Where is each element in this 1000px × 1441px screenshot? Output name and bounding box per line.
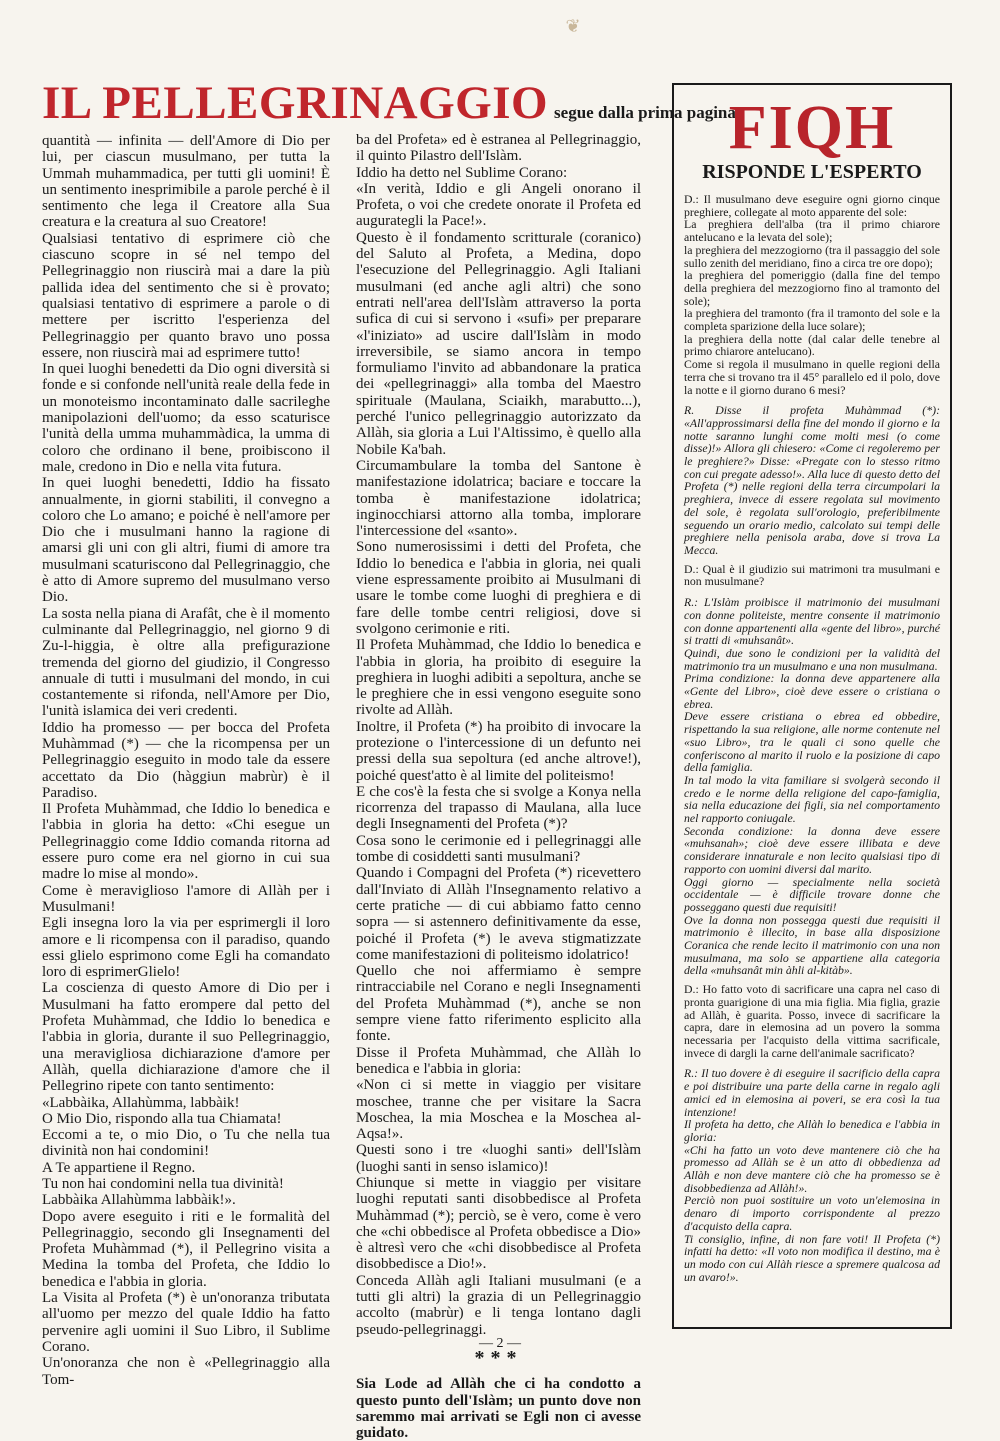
fiqh-paragraph: la preghiera del pomeriggio (dalla fine del tempo della preghiera del mezzogiorno fino al tramonto del sole);	[684, 268, 940, 308]
fiqh-answer: Seconda condizione: la donna deve essere «muhsanah»; cioè deve essere illibata e deve considerare innaturale e non lecito qualsiasi tipo di rapporto con uomini diversi dal marito.	[684, 823, 940, 876]
paragraph: O Mio Dio, rispondo alla tua Chiamata!	[42, 1110, 282, 1127]
fiqh-answer: Deve essere cristiana o ebrea ed obbedire, rispettando la sua religione, alle norme contenute nel «suo Libro», tra le quali ci sono quelle che conferiscono al marito il ruolo e la posizione di capo della famiglia.	[684, 709, 940, 775]
paragraph: E che cos'è la festa che si svolge a Konya nella ricorrenza del trapasso di Maulana, alla luce degli Insegnamenti del Profeta (*)?	[356, 783, 641, 833]
paragraph: Labbàika Allahùmma labbàik!».	[42, 1192, 236, 1209]
fiqh-answer: R.: L'Islàm proibisce il matrimonio dei musulmani con donne politeiste, mentre consente il matrimonio con donne appartenenti alla «gente del libro», purché si tratti di «muhsanât».	[684, 595, 940, 648]
fiqh-answer: Prima condizione: la donna deve appartenere alla «Gente del Libro», cioè deve essere o cristiana o ebrea.	[684, 671, 940, 711]
paragraph: Tu non hai condomini nella tua divinità!	[42, 1176, 284, 1192]
article-column-2	[356, 132, 641, 1441]
paragraph: Il Profeta Muhàmmad, che Iddio lo benedica e l'abbia in gloria, ha proibito di eseguire la preghiera in luoghi adibiti a sepoltura, anche se le preghiere che in essi vengono eseguite sono rivolte ad Allàh.	[356, 637, 641, 719]
fiqh-answer: Oggi giorno — specialmente nella società occidentale — è difficile trovare donne che posseggano questi due requisiti!	[684, 874, 940, 914]
headline-title: IL PELLEGRINAGGIO	[42, 77, 549, 129]
fiqh-paragraph: la preghiera del mezzogiorno (tra il passaggio del sole sullo zenith del meridiano, fino a circa tre ore dopo);	[684, 242, 940, 270]
section-separator: ***	[474, 1346, 523, 1369]
paragraph: Come è meraviglioso l'amore di Allàh per i Musulmani!	[42, 882, 330, 915]
fiqh-paragraph: la preghiera della notte (dal calar delle tenebre al primo chiarore antelucano).	[684, 331, 940, 359]
fiqh-question: D.: Qual è il giudizio sui matrimoni tra musulmani e non musulmane?	[684, 561, 940, 589]
fiqh-answer: Quindi, due sono le condizioni per la validità del matrimonio tra un musulmano e una non musulmana.	[684, 645, 940, 673]
fiqh-question: D.: Ho fatto voto di sacrificare una capra nel caso di pronta guarigione di una mia figlia. Mia figlia, grazie ad Allàh, è guarita. Posso, invece di sacrificare la capra, dare in elemosina ad un povero la somma necessaria per l'acquisto della vittima sacrificale, invece di dargli la carne dell'animale sacrificato?	[684, 982, 940, 1060]
paragraph: Quello che noi affermiamo è sempre rintracciabile nel Corano e negli Insegnamenti del Profeta Muhàmmad (*), anche se non sempre viene fatto riferimento esplicito alla fonte.	[356, 963, 641, 1045]
paragraph: Inoltre, il Profeta (*) ha proibito di invocare la protezione o l'intercessione di un defunto nei pressi della sua sepoltura (ed anche altrove!), poiché quest'atto è al limite del politeismo!	[356, 718, 641, 784]
paragraph: La Visita al Profeta (*) è un'onoranza tributata all'uomo per mezzo del quale Iddio ha fatto pervenire agli uomini il Suo Libro, il Sublime Corano.	[42, 1290, 330, 1355]
paragraph: La coscienza di questo Amore di Dio per i Musulmani ha fatto erompere dal petto del Profeta Muhàmmad, che Iddio lo benedica e l'abbia in gloria, durante il suo Pellegrinaggio, una meravigliosa dichiarazione d'amore per Allàh, quella dichiarazione d'amore che il Pellegrino ripete con tanto sentimento:	[42, 980, 330, 1095]
closing-statement: Sia Lode ad Allàh che ci ha condotto a questo punto dell'Islàm; un punto dove non saremmo mai arrivati se Egli non ci avesse guidato.	[356, 1376, 641, 1441]
paragraph: Conceda Allàh agli Italiani musulmani (e a tutti gli altri) la grazia di un Pellegrinaggio accolto (mabrùr) e li tenga lontano dagli pseudo-pellegrinaggi.	[356, 1272, 641, 1338]
paragraph: In quei luoghi benedetti da Dio ogni diversità si fonde e si confonde nell'unità reale della fede in un monoteismo incontaminato dalle sacrileghe manipolazioni dell'uomo; da esso scaturisce l'unità della umma muhammàdica, la umma di coloro che ordinano il bene, proibiscono il male, credono in Dio e nella vita futura.	[42, 361, 330, 475]
paragraph: Il Profeta Muhàmmad, che Iddio lo benedica e l'abbia in gloria ha detto: «Chi esegue un Pellegrinaggio come Iddio comanda ritorna ad essere puro come era nel giorno in cui sua madre lo mise al mondo».	[42, 801, 330, 883]
paragraph: ba del Profeta» ed è estranea al Pellegrinaggio, il quinto Pilastro dell'Islàm.	[356, 132, 641, 165]
fiqh-paragraph: la preghiera del tramonto (fra il tramonto del sole e la completa sparizione della luce solare);	[684, 306, 940, 334]
paragraph: Iddio ha detto nel Sublime Corano:	[356, 164, 568, 181]
paragraph: Questi sono i tre «luoghi santi» dell'Islàm (luoghi santi in senso islamico)!	[356, 1142, 641, 1175]
paragraph: Questo è il fondamento scritturale (coranico) del Saluto al Profeta, a Medina, dopo l'esecuzione del Pellegrinaggio. Agli Italiani musulmani (ed anche agli altri) che sono entrati nell'area dell'Islàm attraverso la porta sufica di cui si servono i «sufi» per preparare «l'iniziato» ad uscire dall'Islàm in modo irreversibile, se siamo ancora in tempo formuliamo l'invito ad abbandonare la pratica dei «pellegrinaggi» alla tomba del Maestro spirituale (Maulana, Sciaikh, marabutto...), perché l'unico pellegrinaggio autorizzato da Allàh, sia gloria a Lui l'Altissimo, è quello alla Nobile Ka'bah.	[356, 229, 641, 458]
paragraph: A Te appartiene il Regno.	[42, 1159, 196, 1176]
fiqh-sidebar	[672, 83, 952, 1329]
headline-subtitle: segue dalla prima pagina	[554, 103, 736, 122]
paragraph: La sosta nella piana di Arafât, che è il momento culminante dal Pellegrinaggio, nel giorno 9 di Zu-l-higgia, è oltre alla prefigurazione tremenda del giorno del giudizio, il Congresso annuale di tutti i musulmani del mondo, in cui costantemente si rifonda, nell'Amore per Dio, l'unità islamica dei veri credenti.	[42, 605, 330, 720]
article-column-1	[42, 133, 330, 1388]
fiqh-answer: R.: Il tuo dovere è di eseguire il sacrificio della capra e poi distribuire una parte della carne in regalo agli amici ed in elemosina ai poveri, se era così la tua intenzione!	[684, 1066, 940, 1119]
paragraph: quantità — infinita — dell'Amore di Dio per lui, per ciascun musulmano, per tutta la Ummah muhammadica, per tutti gli uomini! È un sentimento inesprimibile a parole perché è il sentimento che lega il Creatore alla Sua creatura e la creatura al suo Creatore!	[42, 133, 330, 231]
fiqh-answer: Ti consiglio, infine, di non fare voti! Il Profeta (*) infatti ha detto: «Il voto non modifica il destino, ma è un modo con cui Allàh riesce a spremere qualcosa ad un avaro!».	[684, 1231, 940, 1284]
decorative-mark-icon: ❦	[565, 16, 581, 36]
fiqh-paragraph: La preghiera dell'alba (tra il primo chiarore antelucano e la levata del sole);	[684, 217, 940, 245]
fiqh-answer: «Chi ha fatto un voto deve mantenere ciò che ha promesso ad Allàh se è un atto di obbedienza ad Allàh e non deve mantere ciò che ha promesso se è disobbedienza ad Allàh!».	[684, 1142, 940, 1195]
headline	[42, 76, 736, 129]
paragraph: Chiunque si mette in viaggio per visitare luoghi reputati santi disobbedisce al Profeta Muhàmmad (*); perciò, se è vero, come è vero che «chi obbedisce al Profeta obbedisce a Dio» è altresì vero che «chi disobbedisce al Profeta disobbedisce a Dio!».	[356, 1175, 641, 1273]
fiqh-answer: R. Disse il profeta Muhàmmad (*): «All'approssimarsi della fine del mondo il giorno e la notte saranno lunghi come molti mesi (o come disse)!» Allora gli chiesero: «Come ci regoleremo per le preghiere?» Disse: «Pregate con lo stesso ritmo con cui pregate adesso!». Alla luce di questo detto del Profeta (*) nelle regioni della terra circumpolari la preghiera, invece di essere regolata sul movimento del sole, è regolata sull'orologio, preferibilmente seguendo un orario medio, calcolato sui tempi delle preghiere nella penisola araba, dove si trova La Mecca.	[684, 403, 940, 557]
page-number: — 2 —	[479, 1336, 521, 1351]
paragraph: Quando i Compagni del Profeta (*) ricevettero dall'Inviato di Allàh l'Insegnamento relativo a certe pratiche — di cui abbiamo fatto cenno sopra — si astennero definitivamente da esse, poiché il Profeta (*) le aveva stigmatizzate come manifestazioni di politeismo idolatrico!	[356, 865, 641, 963]
paragraph: Cosa sono le cerimonie ed i pellegrinaggi alle tombe di cosiddetti santi musulmani?	[356, 832, 641, 866]
paragraph: «In verità, Iddio e gli Angeli onorano il Profeta, o voi che credete onorate il Profeta ed augurategli la Pace!».	[356, 180, 641, 230]
fiqh-answer: In tal modo la vita familiare si svolgerà secondo il credo e le norme della religione del capo-famiglia, sia nella educazione dei figli, sia nel comportamento nel rapporto coniugale.	[684, 772, 940, 826]
fiqh-question: D.: Il musulmano deve eseguire ogni giorno cinque preghiere, collegate al moto apparente del sole:	[684, 192, 940, 219]
fiqh-subtitle: RISPONDE L'ESPERTO	[702, 161, 922, 183]
paragraph: Sono numerosissimi i detti del Profeta, che Iddio lo benedica e l'abbia in gloria, nei quali viene espressamente proibito ai Musulmani di usare le tombe come luoghi di preghiera e di fare delle tombe centri religiosi, dove si svolgono cerimonie e riti.	[356, 539, 641, 637]
fiqh-title: FIQH	[728, 94, 896, 162]
paragraph: Qualsiasi tentativo di esprimere ciò che ciascuno scopre in sé nel tempo del Pellegrinaggio non riuscirà mai a dare la più pallida idea del sentimento che si è provato; qualsiasi tentativo di esprimere a parole o di mettere per iscritto l'esperienza del Pellegrinaggio per quanto bravo uno possa essere, non riuscirà mai ad esprimere tutto!	[42, 230, 330, 361]
paragraph: Circumambulare la tomba del Santone è manifestazione idolatrica; baciare e toccare la tomba è manifestazione idolatrica; inginocchiarsi attorno alla tomba, implorare l'intercessione del «santo».	[356, 457, 641, 540]
article-column-2-body	[356, 132, 641, 1338]
paragraph: Un'onoranza che non è «Pellegrinaggio alla Tom-	[42, 1355, 330, 1388]
fiqh-body	[684, 193, 940, 1283]
fiqh-paragraph: Come si regola il musulmano in quelle regioni della terra che si trovano tra il 45° parallelo ed il polo, dove la notte e il giorno durano 6 mesi?	[684, 357, 940, 397]
paragraph: Disse il Profeta Muhàmmad, che Allàh lo benedica e l'abbia in gloria:	[356, 1044, 641, 1077]
paragraph: Eccomi a te, o mio Dio, o Tu che nella tua divinità non hai condomini!	[42, 1127, 330, 1160]
fiqh-answer: Ove la donna non possegga questi due requisiti il matrimonio è illecito, in base alla disposizione Coranica che rende lecito il matrimonio con una non musulmana, ma solo se appartiene alla categoria della «muhsanât min àhli al-kitàb».	[684, 912, 940, 978]
paragraph: Egli insegna loro la via per esprimergli il loro amore e li ricompensa con il paradiso, quando essi glielo esprimono come Egli ha comandato loro di esprimerGlielo!	[42, 915, 330, 981]
fiqh-answer: Perciò non puoi sostituire un voto un'elemosina in denaro di importo corrispondente al prezzo d'acquisto della capra.	[684, 1193, 940, 1233]
paragraph: Dopo avere eseguito i riti e le formalità del Pellegrinaggio, secondo gli Insegnamenti del Profeta Muhàmmad (*), il Pellegrino visita a Medina la tomba del Profeta, che Iddio lo benedica e l'abbia in gloria.	[42, 1208, 330, 1290]
fiqh-answer: Il profeta ha detto, che Allàh lo benedica e l'abbia in gloria:	[684, 1117, 940, 1144]
paragraph: In quei luoghi benedetti, Iddio ha fissato annualmente, in giorni stabiliti, il convegno a coloro che Lo amano; e poiché è nell'amore per Dio che i musulmani hanno la ragione di amarsi gli uni con gli altri, fiumi di amore tra musulmani scaturiscono dal Pellegrinaggio, che è atto di Amore supremo del musulmano verso Dio.	[42, 475, 330, 606]
paragraph: «Labbàika, Allahùmma, labbàik!	[42, 1094, 240, 1111]
paragraph: Iddio ha promesso — per bocca del Profeta Muhàmmad (*) — che la ricompensa per un Pellegrinaggio eseguito in modo tale da essere accettato da Dio (hàggiun mabrùr) è il Paradiso.	[42, 719, 330, 801]
paragraph: «Non ci si mette in viaggio per visitare moschee, tranne che per visitare la Sacra Moschea, la mia Moschea e la Moschea al-Aqsa!».	[356, 1077, 641, 1143]
